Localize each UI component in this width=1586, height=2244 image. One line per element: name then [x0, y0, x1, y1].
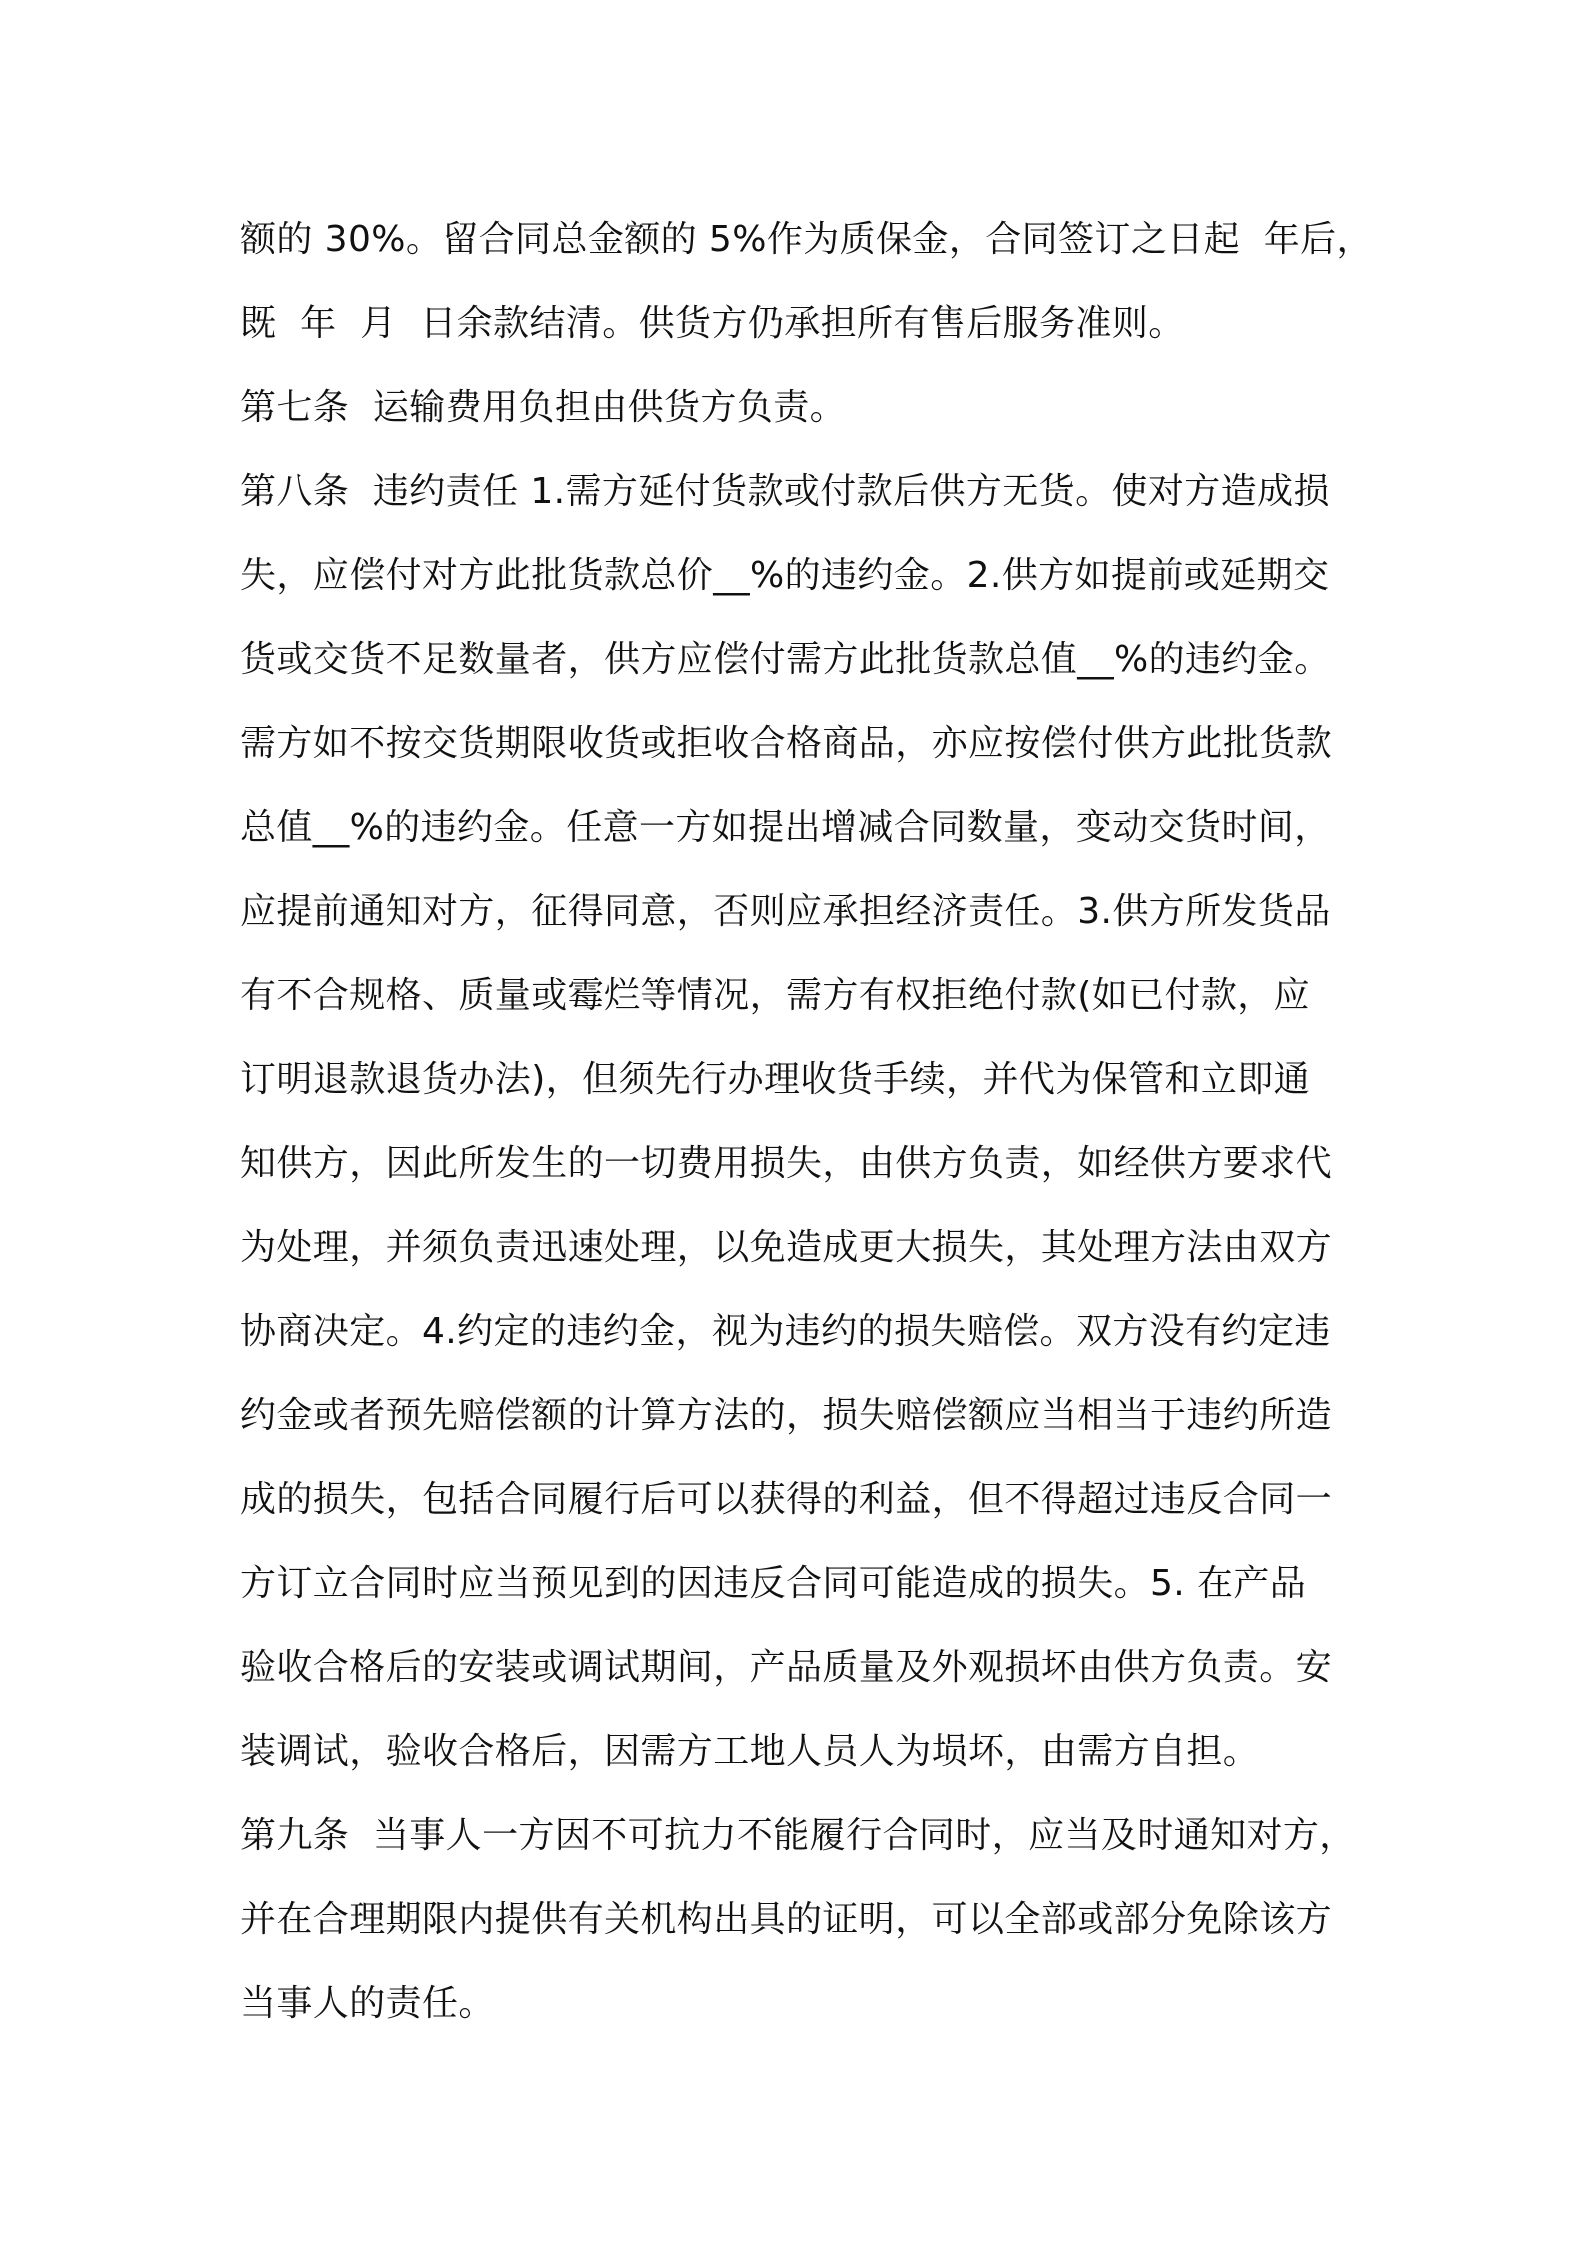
text-line: 失，应偿付对方此批货款总价__%的违约金。2.供方如提前或延期交 [240, 555, 1330, 596]
text-line: 当事人的责任。 [240, 1983, 495, 2024]
text-line: 成的损失，包括合同履行后可以获得的利益，但不得超过违反合同一 [240, 1479, 1333, 1520]
text-line: 第八条 违约责任 1.需方延付货款或付款后供方无货。使对方造成损 [240, 471, 1330, 512]
text-line: 总值__%的违约金。任意一方如提出增减合同数量，变动交货时间， [240, 807, 1331, 848]
text-line: 需方如不按交货期限收货或拒收合格商品，亦应按偿付供方此批货款 [240, 723, 1333, 764]
text-line: 额的 30%。留合同总金额的 5%作为质保金，合同签订之日起 年后， [240, 219, 1373, 260]
document-body [240, 198, 1373, 2046]
text-line: 订明退款退货办法)，但须先行办理收货手续，并代为保管和立即通 [240, 1059, 1311, 1100]
text-line: 第七条 运输费用负担由供货方负责。 [240, 387, 847, 428]
text-line: 协商决定。4.约定的违约金，视为违约的损失赔偿。双方没有约定违 [240, 1311, 1331, 1352]
text-line: 知供方，因此所发生的一切费用损失，由供方负责，如经供方要求代 [240, 1143, 1333, 1184]
text-line: 验收合格后的安装或调试期间，产品质量及外观损坏由供方负责。安 [240, 1647, 1333, 1688]
text-line: 既 年 月 日余款结清。供货方仍承担所有售后服务准则。 [240, 303, 1185, 344]
text-line: 装调试，验收合格后，因需方工地人员人为埙坏，由需方自担。 [240, 1731, 1260, 1772]
text-line: 方订立合同时应当预见到的因违反合同可能造成的损失。5. 在产品 [240, 1563, 1307, 1604]
text-line: 应提前通知对方，征得同意，否则应承担经济责任。3.供方所发货品 [240, 891, 1331, 932]
text-line: 并在合理期限内提供有关机构出具的证明，可以全部或部分免除该方 [240, 1899, 1333, 1940]
text-line: 第九条 当事人一方因不可抗力不能履行合同时，应当及时通知对方， [240, 1815, 1356, 1856]
text-line: 约金或者预先赔偿额的计算方法的，损失赔偿额应当相当于违约所造 [240, 1395, 1333, 1436]
text-line: 货或交货不足数量者，供方应偿付需方此批货款总值__%的违约金。 [240, 639, 1331, 680]
text-line: 为处理，并须负责迅速处理，以免造成更大损失，其处理方法由双方 [240, 1227, 1333, 1268]
text-line: 有不合规格、质量或霉烂等情况，需方有权拒绝付款(如已付款，应 [240, 975, 1311, 1016]
